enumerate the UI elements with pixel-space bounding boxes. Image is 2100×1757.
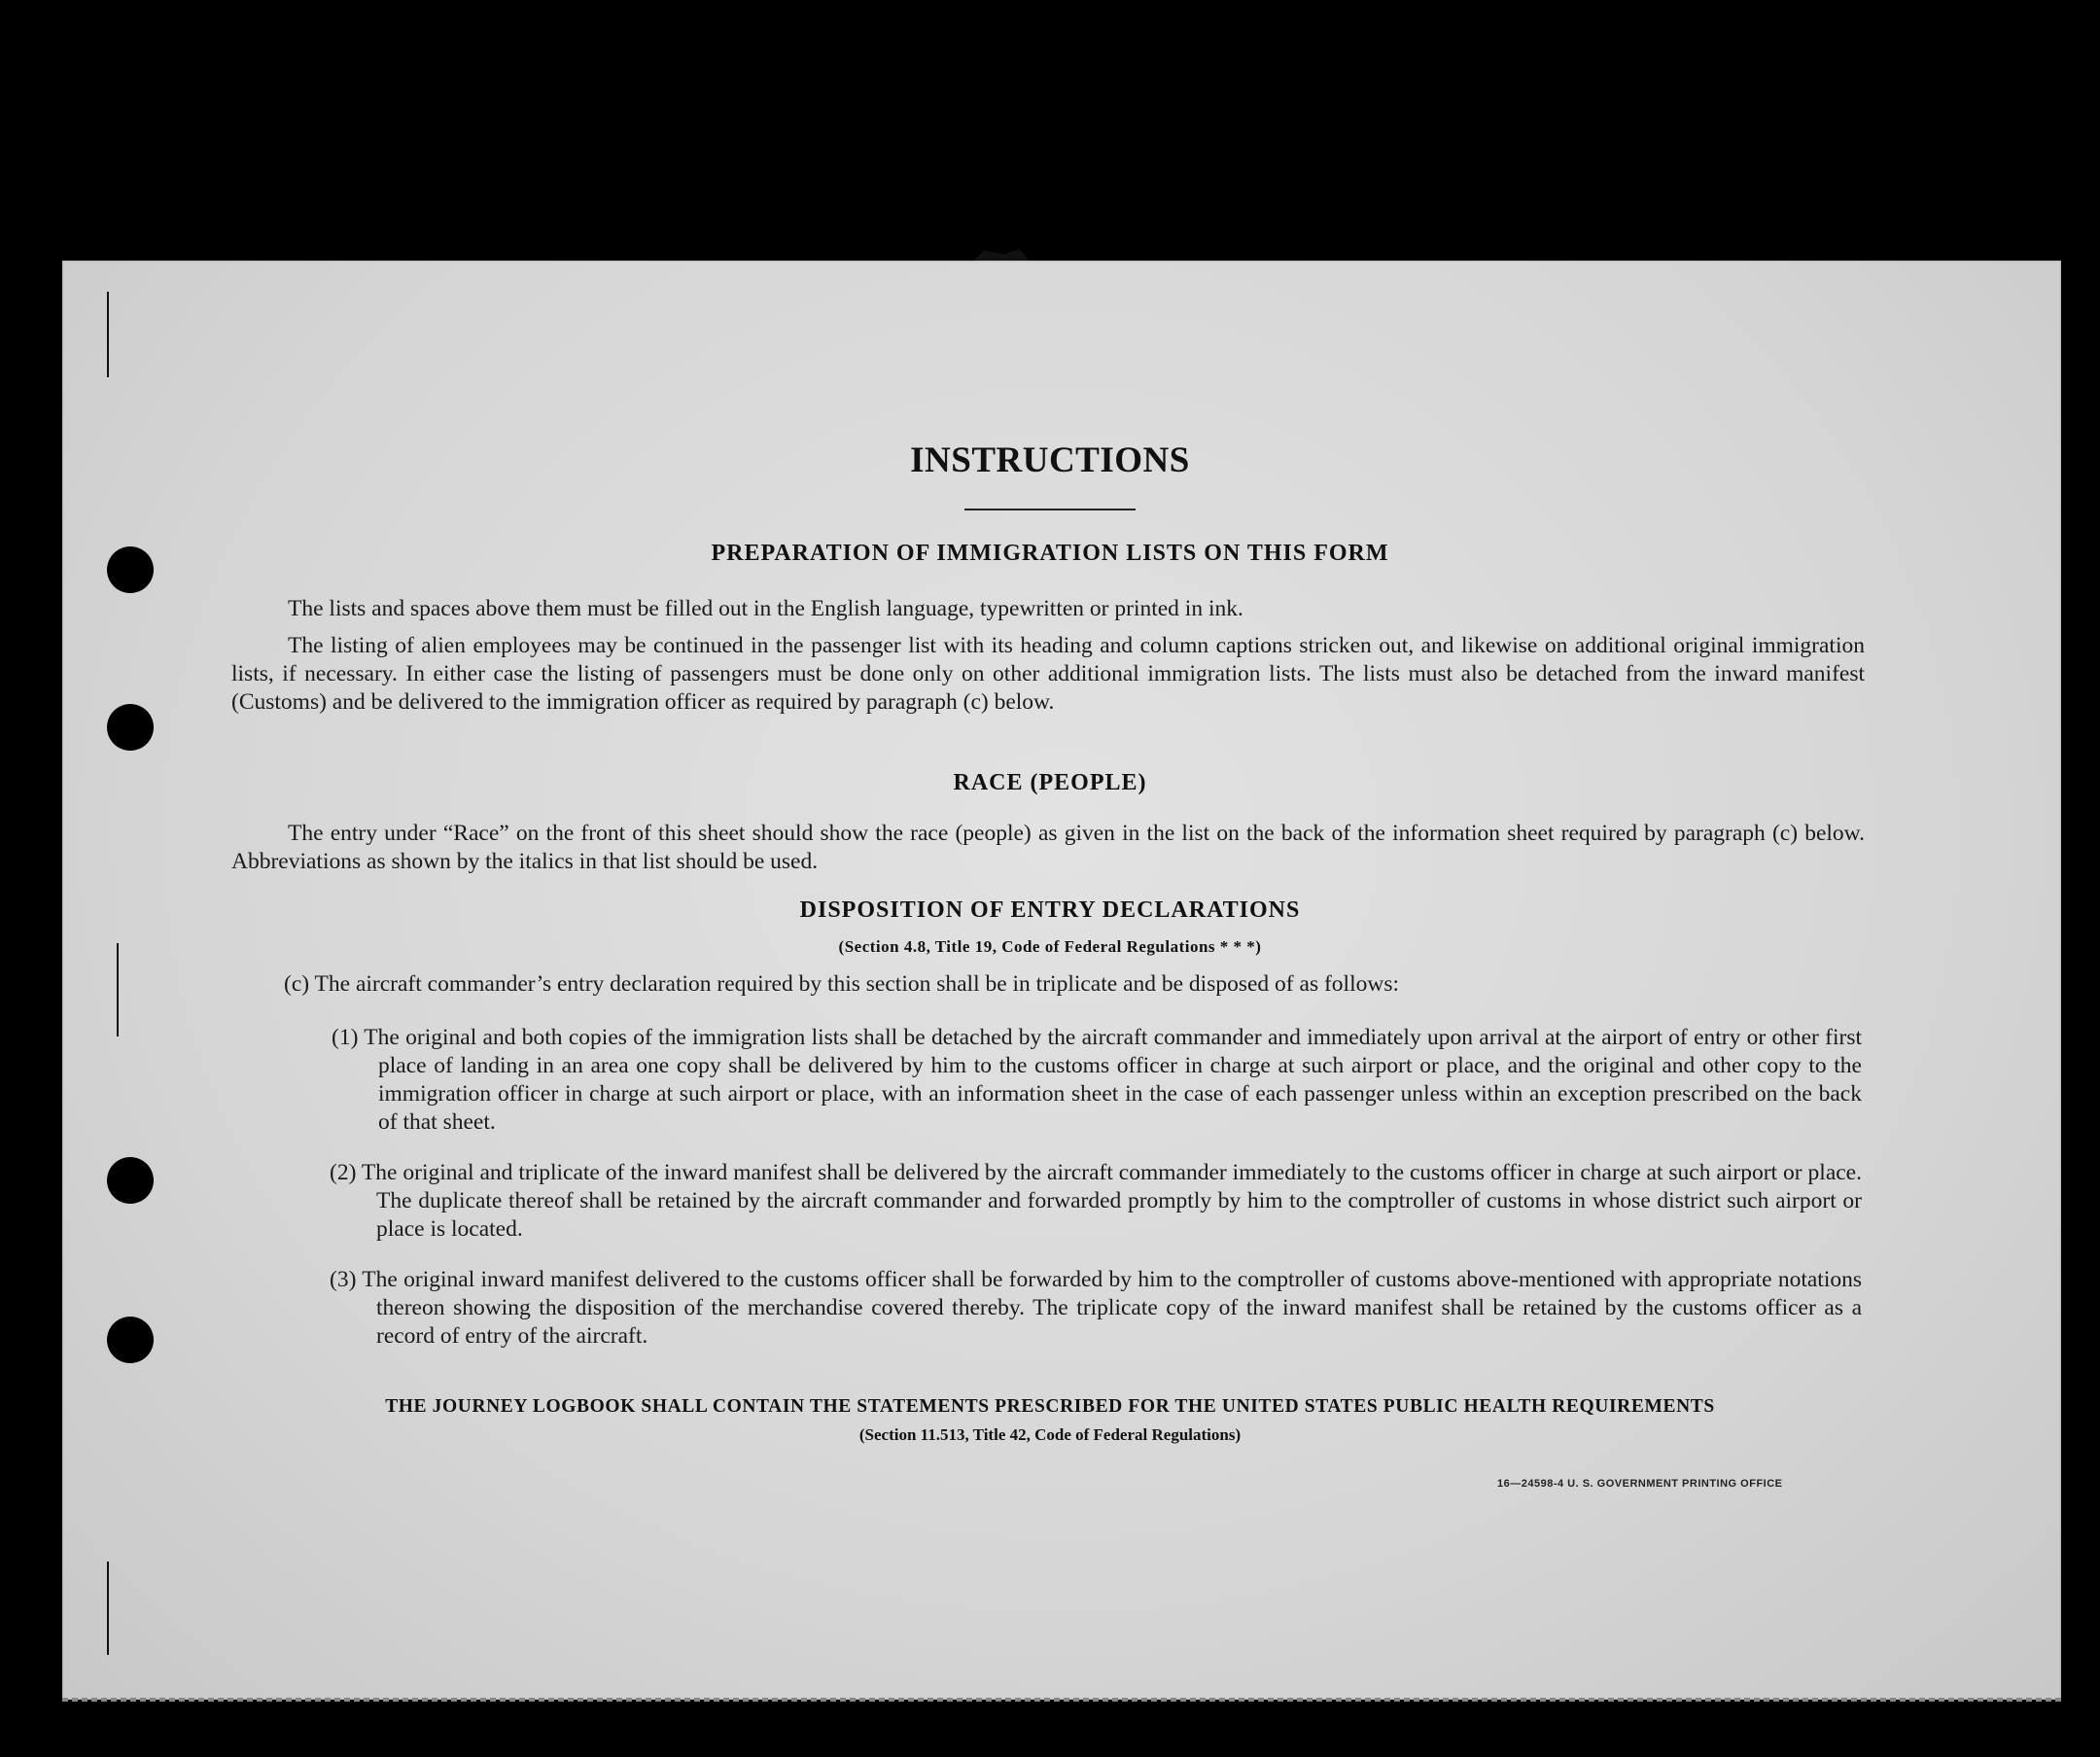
list-item-disposition-2: (2) The original and triplicate of the inward manifest shall be delivered by the aircraft commander immediately to the customs officer in charge at such airport or place. The duplicate thereof shall be retained by the aircraft commander and forwarded promptly by him to the comptroller of customs in whose district such airport or place is located. xyxy=(330,1160,1862,1242)
section-subheading-disposition: (Section 4.8, Title 19, Code of Federal Regulations * * *) xyxy=(838,937,1262,956)
paragraph-disposition-intro: (c) The aircraft commander’s entry declaration required by this section shall be in triplicate and be disposed of as follows: xyxy=(284,971,1399,997)
page-title: INSTRUCTIONS xyxy=(910,440,1190,480)
title-underline xyxy=(964,509,1136,510)
paragraph-alien-employees: The listing of alien employees may be continued in the passenger list with its heading and column captions stricken out, and likewise on additional original immigration lists, if necessary. In either case the listing of passengers must be done only on other additional immigration lists. The lists must also be detached from the inward manifest (Customs) and be delivered to the immigration officer as required by paragraph (c) below. xyxy=(231,633,1865,715)
edge-mark xyxy=(107,292,109,377)
paragraph-language: The lists and spaces above them must be filled out in the English language, typewritten or printed in ink. xyxy=(288,596,1243,621)
section-heading-preparation: PREPARATION OF IMMIGRATION LISTS ON THIS FORM xyxy=(711,541,1389,566)
footer-regulation-citation: (Section 11.513, Title 42, Code of Federal Regulations) xyxy=(858,1425,1242,1444)
section-heading-disposition: DISPOSITION OF ENTRY DECLARATIONS xyxy=(799,897,1301,923)
edge-mark xyxy=(117,943,119,1037)
punch-hole xyxy=(107,1317,154,1363)
list-item-disposition-1: (1) The original and both copies of the immigration lists shall be detached by the aircraft commander and immediately upon arrival at the airport of entry or other first place of landing in an area one copy shall be delivered by him to the customs officer in charge at such airport or place, and the original and other copy to the immigration officer in charge at such airport or place, with an information sheet in the case of each passenger unless within an exception prescribed on the back of that sheet. xyxy=(332,1025,1862,1135)
paragraph-race: The entry under “Race” on the front of this sheet should show the race (people) as given in the list on the back of the information sheet required by paragraph (c) below. Abbreviations as shown by the italics in that list should be used. xyxy=(231,821,1865,874)
edge-mark xyxy=(107,1562,109,1655)
printing-office-imprint: 16—24598‑4 U. S. GOVERNMENT PRINTING OFFICE xyxy=(1497,1478,1783,1490)
section-heading-race: RACE (PEOPLE) xyxy=(953,770,1147,795)
punch-hole xyxy=(107,1157,154,1204)
punch-hole xyxy=(107,704,154,751)
list-item-disposition-3: (3) The original inward manifest delivered to the customs officer shall be forwarded by him to the comptroller of customs above-mentioned with appropriate notations thereon showing the disposition of the merchandise covered thereby. The triplicate copy of the inward manifest shall be retained by the customs officer as a record of entry of the aircraft. xyxy=(330,1267,1862,1349)
footer-health-requirements: THE JOURNEY LOGBOOK SHALL CONTAIN THE STATEMENTS PRESCRIBED FOR THE UNITED STATES PUBLIC HEALTH REQUIREMENTS xyxy=(385,1396,1715,1417)
bottom-perforation xyxy=(62,1698,2061,1702)
